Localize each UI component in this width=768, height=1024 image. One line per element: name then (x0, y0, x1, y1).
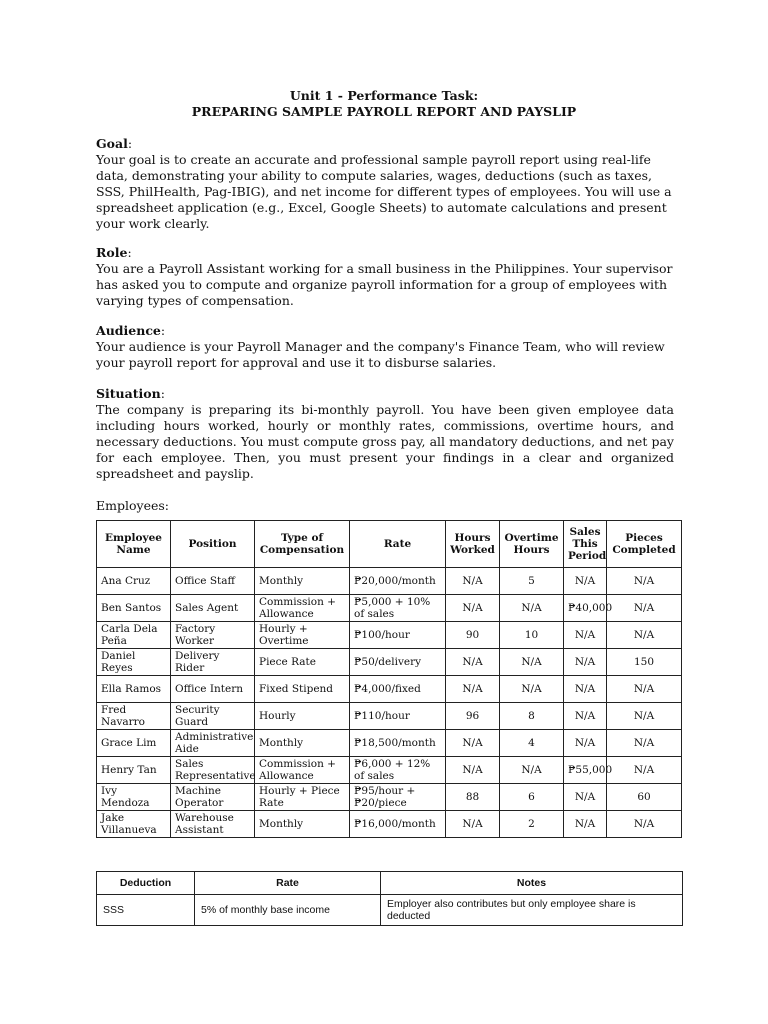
audience-heading: Audience: (96, 323, 166, 338)
table-row (97, 595, 682, 622)
rate-cell: ₱6,000 + 12% of sales (350, 757, 446, 784)
sales-cell: N/A (564, 649, 607, 676)
rate-cell: ₱110/hour (350, 703, 446, 730)
hours-worked-cell: N/A (446, 649, 500, 676)
hours-worked-cell: N/A (446, 676, 500, 703)
table-row (97, 568, 682, 595)
sales-cell: N/A (564, 676, 607, 703)
pieces-cell: 60 (607, 784, 682, 811)
position-cell: Factory Worker (171, 622, 255, 649)
hours-worked-cell: 96 (446, 703, 500, 730)
sales-cell: ₱40,000 (564, 595, 607, 622)
col-deduction-rate: Rate (195, 872, 381, 895)
rate-cell: ₱95/hour + ₱20/piece (350, 784, 446, 811)
document-subtitle: PREPARING SAMPLE PAYROLL REPORT AND PAYSLIP (191, 104, 577, 119)
sales-cell: N/A (564, 622, 607, 649)
rate-cell: ₱100/hour (350, 622, 446, 649)
compensation-type-cell: Hourly + Piece Rate (255, 784, 350, 811)
employee-name-cell: Fred Navarro (97, 703, 171, 730)
employee-name-cell: Daniel Reyes (97, 649, 171, 676)
rate-cell: ₱20,000/month (350, 568, 446, 595)
hours-worked-cell: N/A (446, 811, 500, 838)
situation-heading: Situation: (96, 386, 165, 401)
compensation-type-cell: Monthly (255, 730, 350, 757)
pieces-cell: N/A (607, 703, 682, 730)
col-deduction: Deduction (97, 872, 195, 895)
position-cell: Administrative Aide (171, 730, 255, 757)
hours-worked-cell: N/A (446, 595, 500, 622)
compensation-type-cell: Commission + Allowance (255, 757, 350, 784)
employee-name-cell: Henry Tan (97, 757, 171, 784)
compensation-type-cell: Piece Rate (255, 649, 350, 676)
position-cell: Security Guard (171, 703, 255, 730)
table-row (97, 676, 682, 703)
deductions-table (96, 871, 683, 926)
position-cell: Warehouse Assistant (171, 811, 255, 838)
employees-table (96, 520, 682, 838)
position-cell: Machine Operator (171, 784, 255, 811)
rate-cell: ₱50/delivery (350, 649, 446, 676)
employee-name-cell: Ivy Mendoza (97, 784, 171, 811)
document-title: Unit 1 - Performance Task: (289, 88, 479, 103)
col-notes: Notes (381, 872, 683, 895)
pieces-cell: N/A (607, 568, 682, 595)
compensation-type-cell: Hourly + Overtime (255, 622, 350, 649)
table-row (97, 895, 683, 926)
position-cell: Sales Representative (171, 757, 255, 784)
table-row (97, 757, 682, 784)
compensation-type-cell: Hourly (255, 703, 350, 730)
table-row (97, 622, 682, 649)
compensation-type-cell: Monthly (255, 811, 350, 838)
sales-cell: N/A (564, 784, 607, 811)
rate-cell: ₱4,000/fixed (350, 676, 446, 703)
rate-cell: ₱16,000/month (350, 811, 446, 838)
pieces-cell: 150 (607, 649, 682, 676)
col-compensation-type: Type of Compensation (255, 521, 350, 568)
compensation-type-cell: Fixed Stipend (255, 676, 350, 703)
employee-name-cell: Ben Santos (97, 595, 171, 622)
employee-name-cell: Carla Dela Peña (97, 622, 171, 649)
hours-worked-cell: N/A (446, 568, 500, 595)
hours-worked-cell: 88 (446, 784, 500, 811)
role-section (96, 245, 674, 309)
table-row (97, 784, 682, 811)
hours-worked-cell: 90 (446, 622, 500, 649)
overtime-hours-cell: 8 (500, 703, 564, 730)
employees-header-row (97, 521, 682, 568)
table-row (97, 703, 682, 730)
position-cell: Delivery Rider (171, 649, 255, 676)
table-row (97, 730, 682, 757)
overtime-hours-cell: 4 (500, 730, 564, 757)
overtime-hours-cell: 2 (500, 811, 564, 838)
pieces-cell: N/A (607, 676, 682, 703)
rate-cell: ₱5,000 + 10% of sales (350, 595, 446, 622)
employee-name-cell: Grace Lim (97, 730, 171, 757)
overtime-hours-cell: 10 (500, 622, 564, 649)
deduction-name-cell: SSS (97, 895, 195, 926)
hours-worked-cell: N/A (446, 757, 500, 784)
position-cell: Sales Agent (171, 595, 255, 622)
compensation-type-cell: Commission + Allowance (255, 595, 350, 622)
pieces-cell: N/A (607, 730, 682, 757)
situation-section (96, 386, 674, 482)
hours-worked-cell: N/A (446, 730, 500, 757)
col-overtime-hours: Overtime Hours (500, 521, 564, 568)
table-row (97, 649, 682, 676)
goal-section (96, 136, 674, 232)
goal-heading: Goal: (96, 136, 133, 151)
col-position: Position (171, 521, 255, 568)
employee-name-cell: Ella Ramos (97, 676, 171, 703)
overtime-hours-cell: N/A (500, 595, 564, 622)
overtime-hours-cell: 5 (500, 568, 564, 595)
situation-text: The company is preparing its bi-monthly payroll. You have been given employee data including hours worked, hourly or monthly rates, commissions, overtime hours, and necessary deductions. You must compute gross pay, all mandatory deductions, and net pay for each employee. Then, you must present your findings in a clear and organized spreadsheet and payslip. (96, 402, 674, 481)
goal-text: Your goal is to create an accurate and professional sample payroll report using real-life data, demonstrating your ability to compute salaries, wages, deductions (such as taxes, SSS, PhilHealth, Pag-IBIG), and net income for different types of employees. You will use a spreadsheet application (e.g., Excel, Google Sheets) to automate calculations and present your work clearly. (96, 152, 672, 231)
sales-cell: N/A (564, 568, 607, 595)
pieces-cell: N/A (607, 757, 682, 784)
pieces-cell: N/A (607, 811, 682, 838)
col-employee-name: Employee Name (97, 521, 171, 568)
pieces-cell: N/A (607, 595, 682, 622)
deductions-header-row (97, 872, 683, 895)
role-text: You are a Payroll Assistant working for a small business in the Philippines. Your supervisor has asked you to compute and organize payroll information for a group of employees with varying types of compensation. (96, 261, 673, 308)
col-pieces-completed: Pieces Completed (607, 521, 682, 568)
audience-text: Your audience is your Payroll Manager and the company's Finance Team, who will review your payroll report for approval and use it to disburse salaries. (96, 339, 665, 370)
overtime-hours-cell: N/A (500, 649, 564, 676)
rate-cell: ₱18,500/month (350, 730, 446, 757)
pieces-cell: N/A (607, 622, 682, 649)
position-cell: Office Staff (171, 568, 255, 595)
position-cell: Office Intern (171, 676, 255, 703)
compensation-type-cell: Monthly (255, 568, 350, 595)
col-sales-this-period: Sales This Period (564, 521, 607, 568)
sales-cell: N/A (564, 703, 607, 730)
table-row (97, 811, 682, 838)
overtime-hours-cell: N/A (500, 757, 564, 784)
overtime-hours-cell: 6 (500, 784, 564, 811)
role-heading: Role: (96, 245, 132, 260)
employee-name-cell: Ana Cruz (97, 568, 171, 595)
deduction-notes-cell: Employer also contributes but only employee share is deducted (381, 895, 683, 926)
employee-name-cell: Jake Villanueva (97, 811, 171, 838)
col-hours-worked: Hours Worked (446, 521, 500, 568)
audience-section (96, 323, 674, 371)
col-rate: Rate (350, 521, 446, 568)
sales-cell: N/A (564, 730, 607, 757)
sales-cell: N/A (564, 811, 607, 838)
overtime-hours-cell: N/A (500, 676, 564, 703)
employees-label: Employees: (96, 498, 169, 513)
deduction-rate-cell: 5% of monthly base income (195, 895, 381, 926)
sales-cell: ₱55,000 (564, 757, 607, 784)
